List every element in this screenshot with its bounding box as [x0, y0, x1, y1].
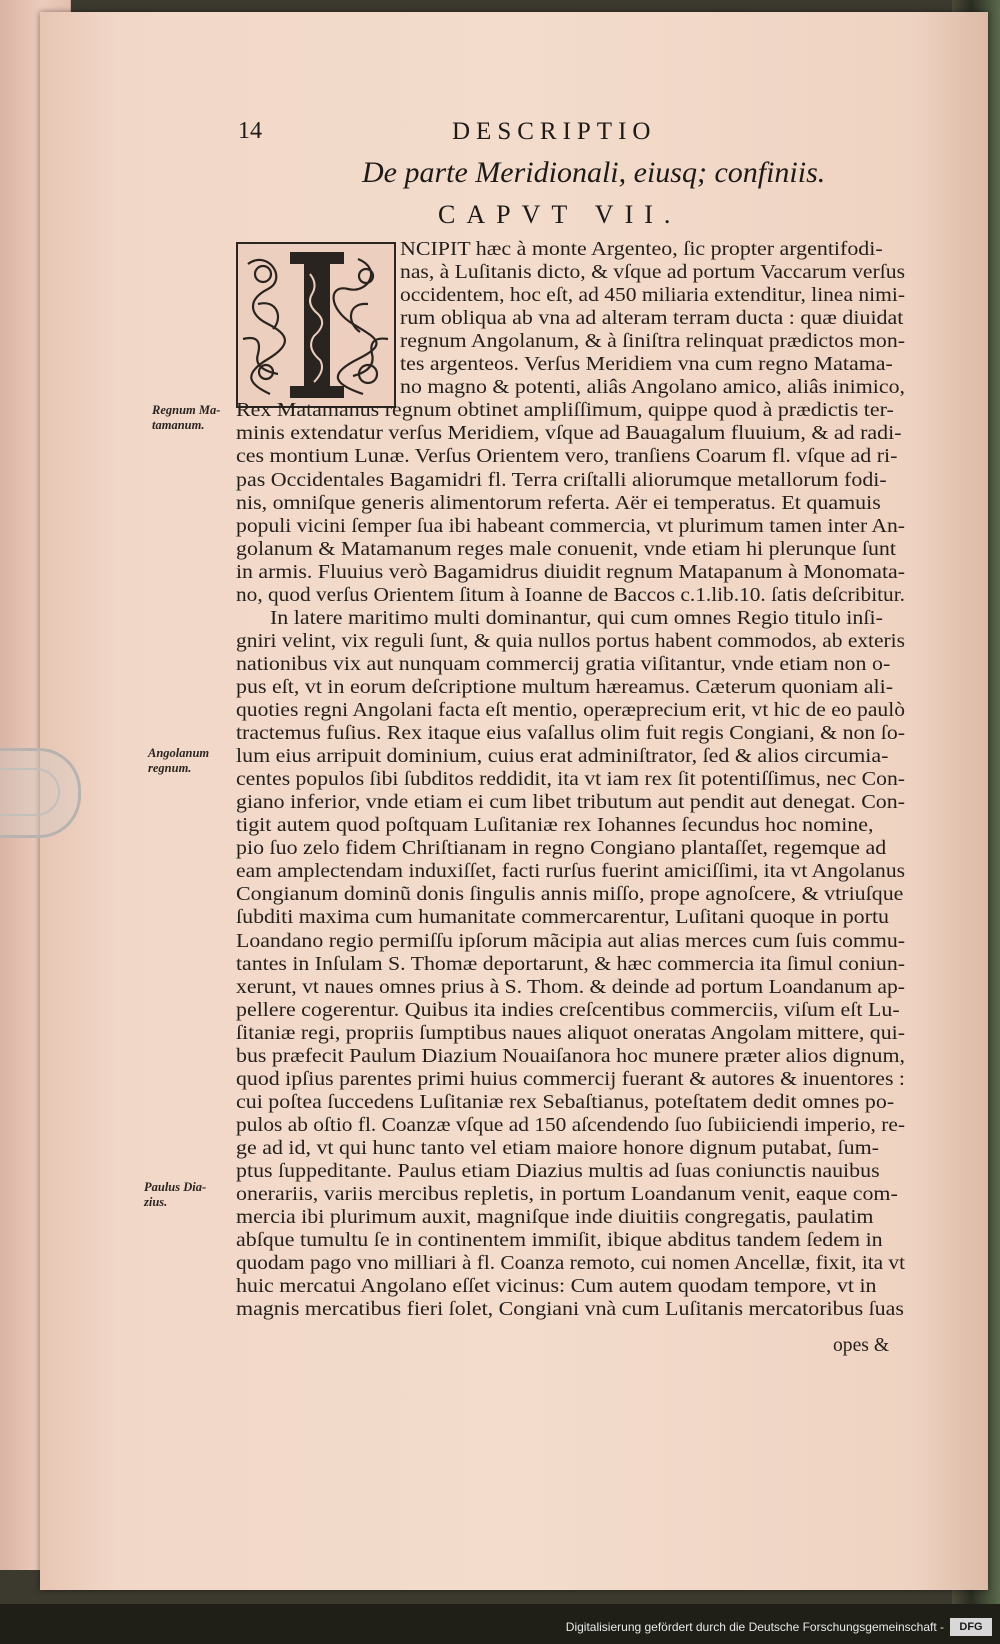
- text-line: ſubditi maxima cum humanitate commercarentur, Luſitani quoque in portu: [236, 907, 890, 929]
- text-line: ſitaniæ regi, propriis ſumptibus naues aliquot oneratas Angolam mittere, qui-: [236, 1022, 905, 1044]
- text-line: quodam pago vno milliari à fl. Coanza remoto, cui nomen Ancellæ, fixit, ita vt: [236, 1253, 905, 1275]
- text-line: xerunt, vt naues omnes prius à S. Thom. & deinde ad portum Loandanum ap-: [236, 976, 905, 998]
- text-line: lum eius arripuit dominium, cuius erat adminiſtrator, ſed & alios circumia-: [236, 746, 889, 768]
- text-line: tigit autem quod poſtquam Luſitaniæ rex Iohannes ſecundus hoc nomine,: [236, 815, 874, 837]
- text-line: tractemus fuſius. Rex itaque eius vaſallus olim fuit regis Congiani, & non ſo-: [236, 723, 905, 745]
- text-line: pas Occidentales Bagamidri fl. Terra criſtalli aliorumque metallorum fodi-: [236, 469, 887, 491]
- text-line: populi vicini ſemper ſua ibi habeant commercia, vt plurimum tamen inter An-: [236, 515, 905, 537]
- text-line: Rex Matamanus regnum obtinet ampliſſimum, quippe quod à prædictis ter-: [236, 400, 894, 422]
- text-line: tes argenteos. Verſus Meridiem vna cum regno Matama-: [400, 354, 893, 376]
- text-line: bus præfecit Paulum Diazium Nouaiſanora hoc munere præter alios dignum,: [236, 1045, 905, 1067]
- text-line: nas, à Luſitanis dicto, & vſque ad portum Vaccarum verſus: [400, 262, 905, 284]
- margin-note-paulus-diazius: Paulus Dia- zius.: [144, 1180, 207, 1209]
- text-line: cui poſtea ſuccedens Luſitaniæ rex Sebaſtianus, poteſtatem dedit omnes po-: [236, 1091, 895, 1113]
- text-line: ptus ſuppeditante. Paulus etiam Diazius multis ad ſuas coniunctis nauibus: [236, 1161, 880, 1182]
- text-line: mercia ibi plurimum auxit, magniſque inde diuitiis congregatis, paulatim: [236, 1207, 874, 1229]
- text-line: eam amplectendam induxiſſet, facti rurſus fuerint amiciſſimi, ita vt Angolanus: [236, 861, 905, 883]
- text-line: gniri velint, vix reguli ſunt, & quia nullos portus habent commodos, ab exteris: [236, 630, 905, 652]
- section-title: De parte Meridionali, eiusq; confiniis.: [362, 156, 826, 189]
- text-line: magnis mercatibus fieri ſolet, Congiani vnà cum Luſitanis mercatoribus ſuas: [236, 1299, 904, 1321]
- text-line: ge ad id, vt qui hunc tanto vel etiam maiore honore dignum putabat, ſum-: [236, 1137, 879, 1159]
- text-line: in armis. Fluuius verò Bagamidrus diuidit regnum Matapanum à Monomata-: [236, 561, 905, 583]
- text-line: Loandano regio permiſſu ipſorum mãcipia aut alias merces cum ſuis commu-: [236, 930, 905, 952]
- dfg-logo: DFG: [950, 1618, 992, 1636]
- funding-credit: Digitalisierung gefördert durch die Deutsche Forschungsgemeinschaft -: [565, 1620, 944, 1634]
- woodcut-initial-icon: [238, 244, 394, 406]
- text-line: pio ſuo zelo fidem Chriſtianam in regno Congiano plantaſſet, regemque ad: [236, 838, 887, 860]
- running-head: [0, 118, 1000, 148]
- text-line: nationibus vix aut nunquam commercij gratia viſitantur, vnde etiam non o-: [236, 653, 891, 675]
- page-clip-inner: [0, 768, 60, 816]
- catchword: opes &: [833, 1335, 890, 1356]
- text-line: giano inferior, vnde etiam ei cum libet tributum aut pendit aut denegat. Con-: [236, 792, 905, 814]
- text-line: golanum & Matamanum reges male conuenit, vnde etiam hi plerunque ſunt: [236, 538, 897, 560]
- text-line: ces montium Lunæ. Verſus Orientem vero, tranſiens Coarum fl. vſque ad ri-: [236, 446, 898, 468]
- text-line: no magno & potenti, aliâs Angolano amico, aliâs inimico,: [400, 377, 905, 399]
- text-line: centes populos ſibi ſubditos reddidit, ita vt iam rex ſit potentiſſimus, nec Con-: [236, 769, 905, 791]
- text-line: occidentem, hoc eſt, ad 450 miliaria extenditur, linea nimi-: [400, 285, 905, 307]
- text-line: NCIPIT hæc à monte Argenteo, ſic propter argentifodi-: [400, 239, 883, 260]
- text-line: Congianum dominũ donis ſingulis annis miſſo, prope agnoſcere, & vtriuſque: [236, 884, 904, 906]
- running-title: DESCRIPTIO: [452, 118, 657, 145]
- text-line: huic mercatui Angolano eſſet vicinus: Cum autem quodam tempore, vt in: [236, 1276, 877, 1298]
- text-line: minis extendatur verſus Meridiem, vſque ad Bauagalum fluuium, & ad radi-: [236, 423, 902, 445]
- text-line: pulos ab oſtio fl. Coanzæ vſque ad 150 aſcendendo ſuo ſubiiciendi imperio, re-: [236, 1114, 905, 1136]
- text-line: quoties regni Angolani facta eſt mentio, operæprecium erit, vt hic de eo paulò: [236, 700, 905, 721]
- text-line: tantes in Inſulam S. Thomæ deportarunt, & hæc commercia ita ſimul coniun-: [236, 953, 905, 975]
- digitization-footer: [0, 1604, 1000, 1644]
- text-line: rum obliqua ab vna ad alteram terram ducta : quæ diuidat: [400, 308, 904, 330]
- text-line: abſque tumultu ſe in continentem immiſit, ibique abditus tandem ſedem in: [236, 1230, 883, 1252]
- text-line: In latere maritimo multi dominantur, qui cum omnes Regio titulo inſi-: [270, 607, 883, 629]
- text-line: quod ipſius parentes primi huius commercij fuerant & autores & inuentores :: [236, 1068, 906, 1090]
- text-line: no, quod verſus Orientem ſitum à Ioanne de Baccos c.1.lib.10. ſatis deſcribitur.: [236, 584, 905, 606]
- decorated-initial-i-icon: [236, 242, 396, 408]
- text-line: pellere cogerentur. Quibus ita indies creſcentibus commerciis, viſum eſt Lu-: [236, 999, 900, 1021]
- margin-note-regnum-matamanum: Regnum Ma- tamanum.: [152, 403, 221, 432]
- text-line: pus eſt, vt in eorum deſcriptione multum hæreamus. Cæterum quoniam ali-: [236, 676, 894, 698]
- chapter-heading: CAPVT VII.: [438, 200, 682, 229]
- text-line: nis, omniſque generis alimentorum referta. Aër ei temperatus. Et quamuis: [236, 492, 881, 514]
- margin-note-angolanum-regnum: Angolanum regnum.: [148, 746, 210, 775]
- text-line: onerariis, variis mercibus repletis, in portum Loandanum venit, eaque com-: [236, 1184, 898, 1206]
- text-line: regnum Angolanum, & à ſiniſtra relinquat prædictos mon-: [400, 331, 905, 353]
- page-number: 14: [238, 118, 262, 144]
